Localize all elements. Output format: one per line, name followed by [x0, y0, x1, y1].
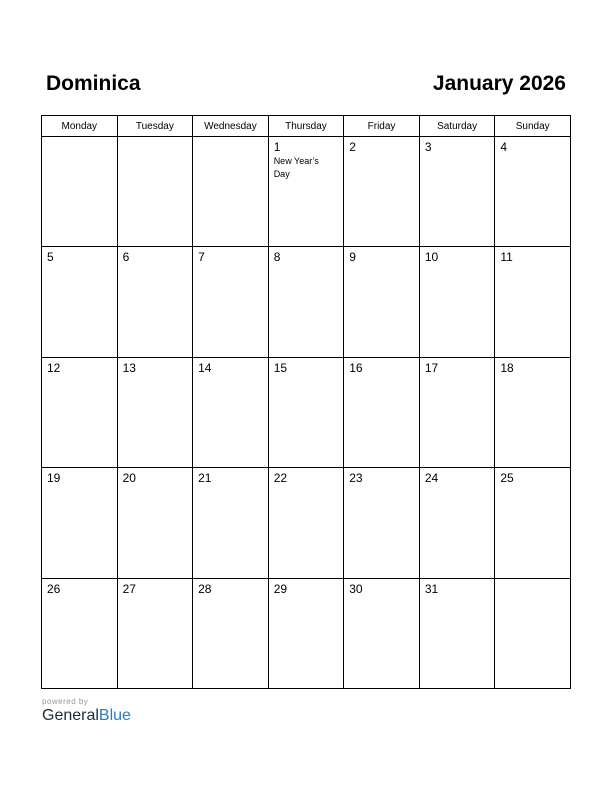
- calendar-grid: [41, 115, 571, 689]
- day-number: 31: [424, 581, 439, 596]
- day-cell: [268, 137, 344, 247]
- day-cell: [268, 578, 344, 688]
- week-row: [42, 357, 571, 467]
- day-cell: [495, 357, 571, 467]
- weekday-wednesday: Wednesday: [193, 116, 269, 137]
- day-cell: [42, 468, 118, 578]
- day-number: 28: [198, 581, 212, 596]
- day-cell: [344, 137, 420, 247]
- day-cell: [42, 247, 118, 357]
- day-number: 16: [349, 360, 363, 375]
- weekday-header-row: [42, 116, 571, 137]
- day-cell: [268, 357, 344, 467]
- day-cell: [419, 468, 495, 578]
- day-number: 7: [198, 250, 205, 265]
- day-cell: [268, 468, 344, 578]
- day-number: 25: [500, 471, 514, 486]
- day-number: 19: [47, 471, 61, 486]
- week-row: [42, 247, 571, 357]
- day-number: 26: [47, 581, 61, 596]
- brand-first-word: General: [42, 707, 99, 724]
- day-number: 5: [47, 250, 54, 265]
- calendar-header: [46, 72, 566, 98]
- day-number: 22: [273, 471, 288, 486]
- day-cell: [344, 468, 420, 578]
- day-number: 18: [500, 360, 514, 375]
- day-number: 13: [122, 360, 136, 375]
- day-cell: [117, 357, 193, 467]
- weekday-thursday: Thursday: [268, 116, 344, 137]
- day-number: 3: [424, 140, 432, 154]
- day-number: 24: [424, 471, 439, 486]
- day-number: 21: [198, 471, 212, 486]
- country-title: Dominica: [46, 72, 141, 95]
- day-number: 27: [122, 581, 136, 596]
- weekday-friday: Friday: [344, 116, 420, 137]
- day-number: 11: [500, 250, 513, 265]
- day-number: 20: [122, 471, 136, 486]
- day-number: 10: [424, 250, 439, 265]
- day-number: 9: [349, 250, 356, 265]
- day-number: 23: [349, 471, 363, 486]
- day-cell: [193, 357, 269, 467]
- day-number: 17: [424, 360, 439, 375]
- day-number: 30: [349, 581, 363, 596]
- day-number: 6: [122, 250, 130, 265]
- day-cell: [117, 578, 193, 688]
- week-row: [42, 578, 571, 688]
- day-cell: [495, 468, 571, 578]
- day-cell: [193, 247, 269, 357]
- day-number: 12: [47, 360, 61, 375]
- day-cell: [344, 357, 420, 467]
- day-cell: [117, 247, 193, 357]
- weekday-saturday: Saturday: [419, 116, 495, 137]
- day-cell: [117, 468, 193, 578]
- day-number: 14: [198, 360, 212, 375]
- day-cell: [42, 137, 118, 247]
- day-cell: [419, 247, 495, 357]
- day-number: 8: [273, 250, 281, 265]
- day-cell: [419, 137, 495, 247]
- month-title: January 2026: [432, 72, 566, 95]
- day-cell: [42, 357, 118, 467]
- day-cell: [419, 578, 495, 688]
- day-cell: [193, 468, 269, 578]
- day-cell: [268, 247, 344, 357]
- day-number: 15: [273, 360, 288, 375]
- day-number: 2: [349, 140, 356, 154]
- day-cell: [495, 137, 571, 247]
- day-cell: [117, 137, 193, 247]
- footer-branding: [42, 697, 131, 725]
- week-row: [42, 137, 571, 247]
- day-number: 4: [500, 140, 508, 154]
- weekday-tuesday: Tuesday: [117, 116, 193, 137]
- day-cell: [42, 578, 118, 688]
- day-cell: [495, 578, 571, 688]
- weekday-monday: Monday: [42, 116, 118, 137]
- weekday-sunday: Sunday: [495, 116, 571, 137]
- day-cell: [193, 578, 269, 688]
- powered-by-label: powered by: [42, 697, 89, 706]
- day-cell: [193, 137, 269, 247]
- brand-logo[interactable]: [42, 707, 131, 725]
- day-cell: [495, 247, 571, 357]
- day-number: 1: [273, 140, 281, 154]
- day-cell: [419, 357, 495, 467]
- day-cell: [344, 247, 420, 357]
- brand-second-word: Blue: [98, 707, 131, 724]
- holiday-label: New Year’s Day: [273, 156, 319, 179]
- day-number: 29: [273, 581, 288, 596]
- day-cell: [344, 578, 420, 688]
- week-row: [42, 468, 571, 578]
